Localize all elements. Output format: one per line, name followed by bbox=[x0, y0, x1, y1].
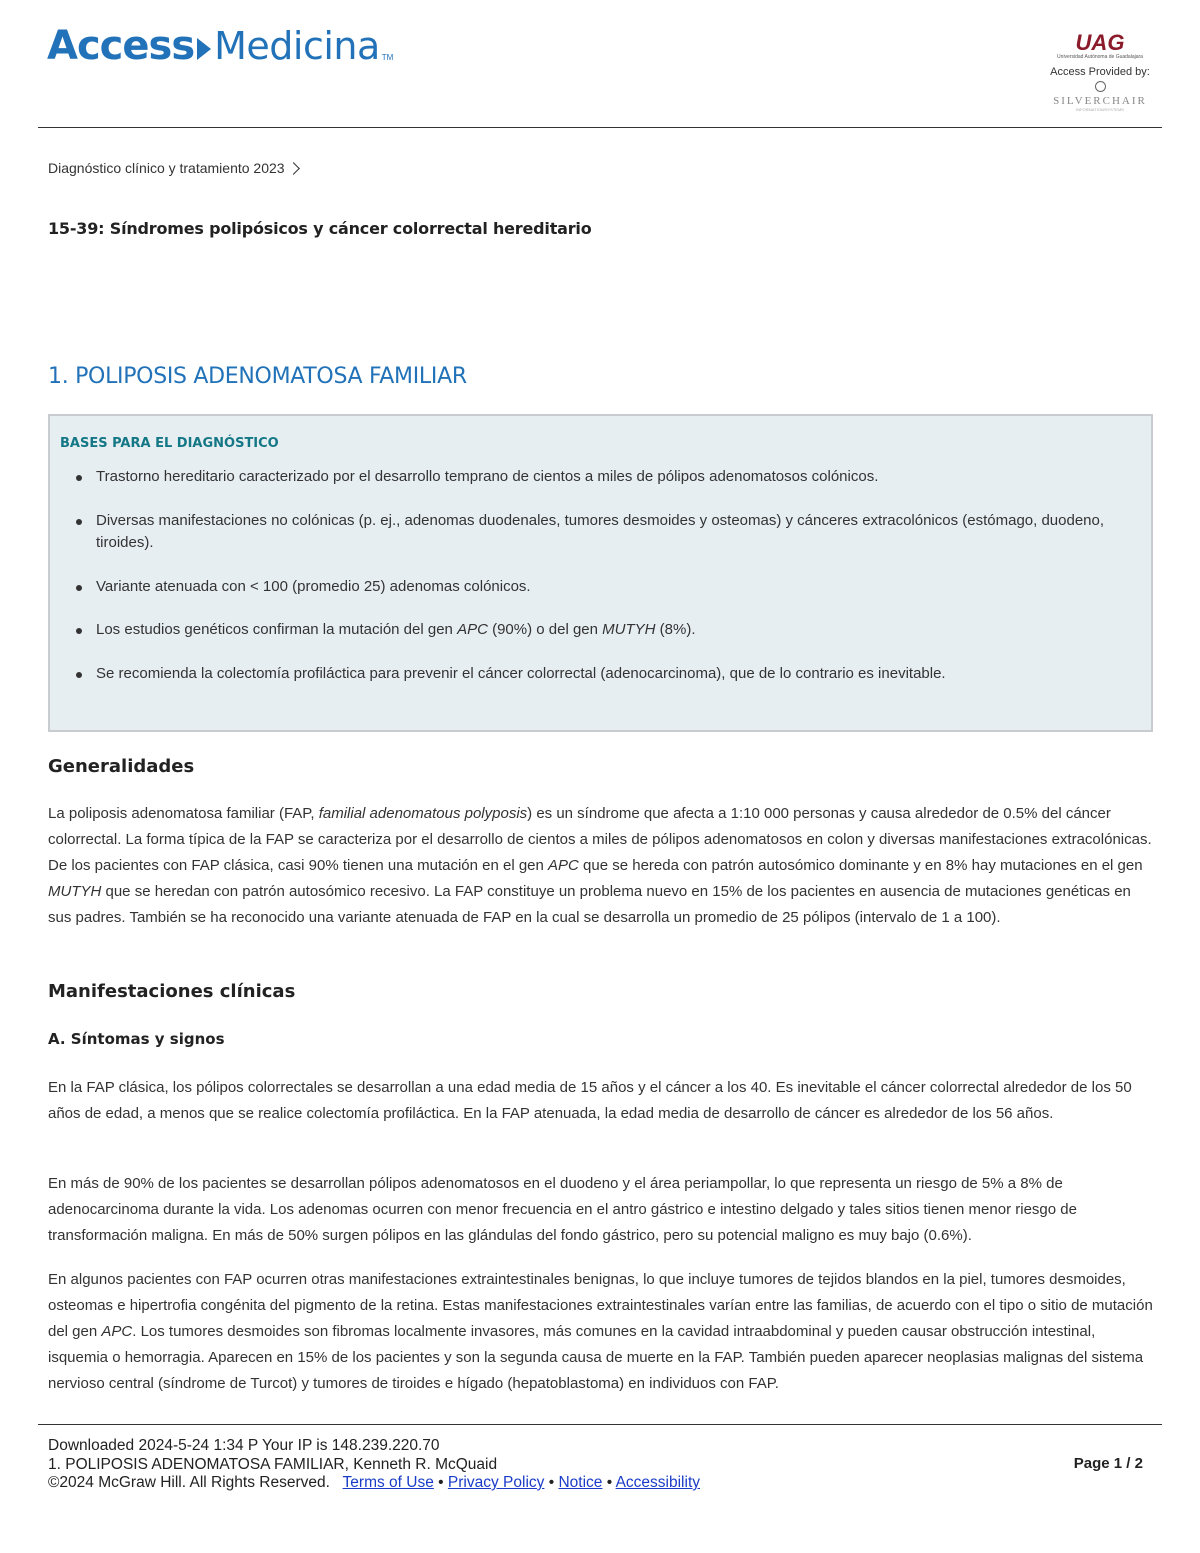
uag-logo: UAG bbox=[1075, 30, 1125, 55]
page-header bbox=[0, 0, 1200, 128]
accessibility-link[interactable]: Accessibility bbox=[615, 1474, 701, 1491]
heading-generalidades: Generalidades bbox=[48, 756, 195, 777]
chevron-right-icon bbox=[287, 162, 300, 175]
separator: • bbox=[438, 1474, 444, 1491]
paragraph-sintomas-3: En algunos pacientes con FAP ocurren otras manifestaciones extraintestinales benignas, lo que incluye tumores de tejidos blandos en la piel, tumores desmoides, osteomas e hipertrofia congénita del pigmento de la retina. Estas manifestaciones extraintestinales varían entre las familias, de acuerdo con el tipo o sitio de mutación del gen APC. Los tumores desmoides son fibromas localmente invasores, más comunes en la cavidad intraabdominal y pueden causar obstrucción intestinal, isquemia o hemorragia. Aparecen en 15% de los pacientes y son la segunda causa de muerte en la FAP. También pueden aparecer neoplasias malignas del sistema nervioso central (síndrome de Turcot) y tumores de tiroides e hígado (hepatoblastoma) en individuos con FAP. bbox=[48, 1271, 1153, 1392]
header-divider bbox=[38, 127, 1162, 128]
diagnosis-basics-list bbox=[72, 466, 1132, 706]
accessmedicina-logo[interactable] bbox=[47, 20, 393, 72]
globe-icon bbox=[1095, 81, 1106, 92]
page-footer bbox=[48, 1437, 1143, 1493]
notice-link[interactable]: Notice bbox=[558, 1474, 603, 1491]
privacy-policy-link[interactable]: Privacy Policy bbox=[447, 1474, 545, 1491]
list-item: Los estudios genéticos confirman la mutación del gen APC (90%) o del gen MUTYH (8%). bbox=[72, 619, 1132, 642]
list-item: Variante atenuada con < 100 (promedio 25) adenomas colónicos. bbox=[72, 576, 1132, 599]
silverchair-logo: SILVERCHAIR bbox=[1053, 95, 1147, 107]
logo-arrow-icon bbox=[197, 38, 211, 60]
copyright-line bbox=[48, 1474, 1143, 1493]
breadcrumb[interactable] bbox=[48, 160, 298, 176]
paragraph-sintomas-1: En la FAP clásica, los pólipos colorrectales se desarrollan a una edad media de 15 años y el cáncer a los 40. Es inevitable el cáncer colorrectal alrededor de los 50 años de edad, a menos que se realice colectomía profiláctica. En la FAP atenuada, la edad media de desarrollo de cáncer es alrededor de los 56 años. bbox=[48, 1079, 1132, 1122]
terms-of-use-link[interactable]: Terms of Use bbox=[342, 1474, 434, 1491]
copyright-text: ©2024 McGraw Hill. All Rights Reserved. bbox=[48, 1474, 330, 1491]
logo-medicina-text: Medicina bbox=[214, 24, 380, 68]
access-provided-label: Access Provided by: bbox=[1050, 66, 1150, 78]
chapter-title: 15-39: Síndromes polipósicos y cáncer colorrectal hereditario bbox=[48, 219, 592, 238]
logo-trademark: TM bbox=[381, 53, 394, 62]
separator: • bbox=[548, 1474, 555, 1491]
footer-divider bbox=[38, 1424, 1162, 1425]
paragraph-sintomas-2: En más de 90% de los pacientes se desarrollan pólipos adenomatosos en el duodeno y el área periampollar, lo que representa un riesgo de 5% a 8% de adenocarcinoma durante la vida. Los adenomas ocurren con menor frecuencia en el antro gástrico e intestino delgado y tales sitios tienen menor riesgo de transformación maligna. En más de 50% surgen pólipos en las glándulas del fondo gástrico, pero su potencial maligno es muy bajo (0.6%). bbox=[48, 1175, 1077, 1244]
breadcrumb-book-link[interactable]: Diagnóstico clínico y tratamiento 2023 bbox=[48, 160, 285, 176]
section-title: 1. POLIPOSIS ADENOMATOSA FAMILIAR bbox=[48, 364, 467, 389]
separator: • bbox=[606, 1474, 613, 1491]
list-item: Trastorno hereditario caracterizado por el desarrollo temprano de cientos a miles de pólipos adenomatosos colónicos. bbox=[72, 466, 1132, 489]
logo-access-text: Access bbox=[47, 23, 195, 69]
heading-manifestaciones: Manifestaciones clínicas bbox=[48, 981, 296, 1002]
access-provider-block bbox=[1048, 32, 1152, 112]
diagnosis-basics-box bbox=[48, 414, 1153, 732]
uag-subtitle: Universidad Autónoma de Guadalajara bbox=[1057, 54, 1143, 60]
diagnosis-basics-title: BASES PARA EL DIAGNÓSTICO bbox=[60, 436, 279, 451]
silverchair-subtitle: INFORMATION/SYSTEMS bbox=[1076, 107, 1124, 112]
subheading-sintomas: A. Síntomas y signos bbox=[48, 1030, 225, 1048]
list-item: Se recomienda la colectomía profiláctica para prevenir el cáncer colorrectal (adenocarcinoma), que de lo contrario es inevitable. bbox=[72, 663, 1132, 686]
page-number: Page 1 / 2 bbox=[1073, 1455, 1143, 1472]
paragraph-generalidades: La poliposis adenomatosa familiar (FAP, familial adenomatous polyposis) es un síndrome que afecta a 1:10 000 personas y causa alrededor de 0.5% del cáncer colorrectal. La forma típica de la FAP se caracteriza por el desarrollo de cientos a miles de pólipos adenomatosos en colon y diversas manifestaciones extracolónicas. De los pacientes con FAP clásica, casi 90% tienen una mutación en el gen APC que se hereda con patrón autosómico dominante y en 8% hay mutaciones en el gen MUTYH que se heredan con patrón autosómico recesivo. La FAP constituye un problema nuevo en 15% de los pacientes en ausencia de mutaciones genéticas en sus padres. También se ha reconocido una variante atenuada de FAP en la cual se desarrolla un promedio de 25 pólipos (intervalo de 1 a 100). bbox=[48, 805, 1152, 926]
citation: 1. POLIPOSIS ADENOMATOSA FAMILIAR, Kenneth R. McQuaid bbox=[48, 1455, 498, 1473]
download-info: Downloaded 2024-5-24 1:34 P Your IP is 148.239.220.70 bbox=[48, 1437, 440, 1454]
list-item: Diversas manifestaciones no colónicas (p. ej., adenomas duodenales, tumores desmoides y osteomas) y cánceres extracolónicos (estómago, duodeno, tiroides). bbox=[72, 510, 1132, 555]
